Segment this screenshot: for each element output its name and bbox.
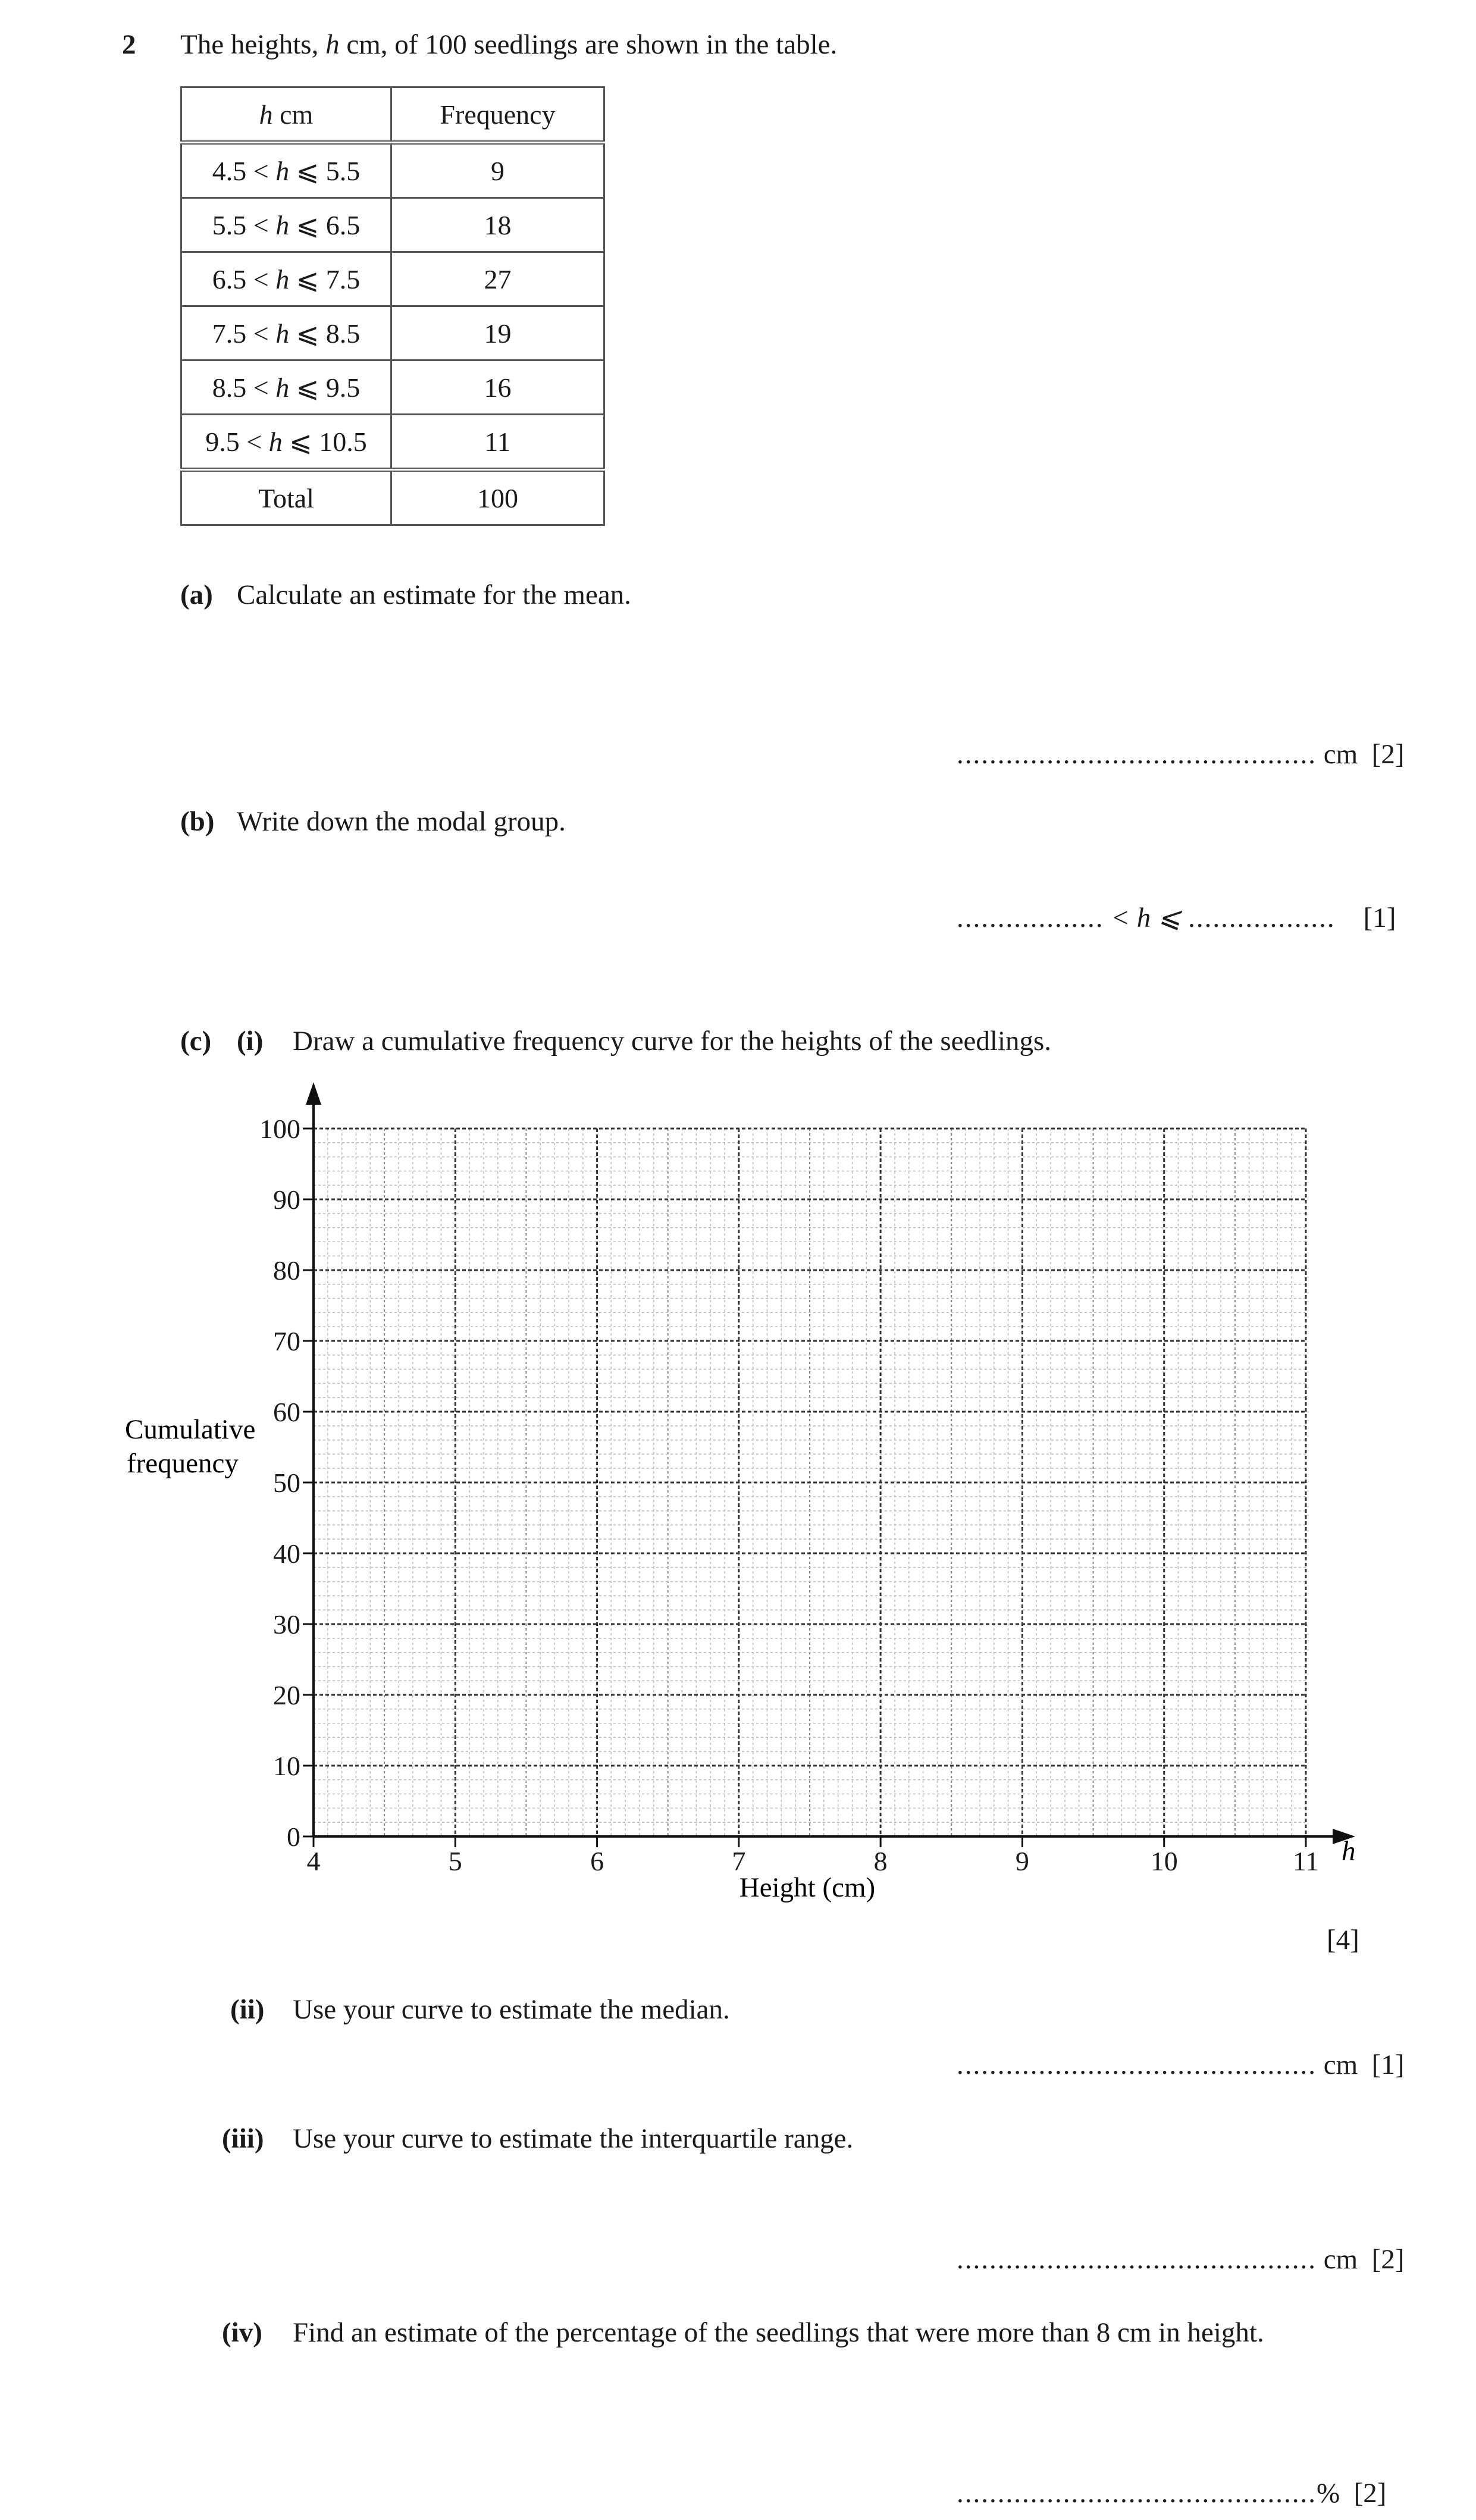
class-interval: 4.5 < h ⩽ 5.5: [181, 143, 391, 198]
part-c-i-text: Draw a cumulative frequency curve for the heights of the seedlings.: [293, 1026, 1052, 1057]
x-tick-label: 5: [448, 1846, 462, 1876]
part-c-ii-answer-line[interactable]: ............................................ cm [1]: [957, 2049, 1405, 2080]
x-tick-label: 9: [1015, 1846, 1029, 1876]
part-b-answer-line[interactable]: .................. < h ⩽ .................. [1]: [957, 902, 1396, 933]
x-axis-variable: h: [1342, 1836, 1356, 1867]
x-axis-label: Height (cm): [739, 1872, 876, 1903]
part-b-label: (b): [180, 806, 215, 837]
part-c-label: (c): [180, 1026, 212, 1057]
question-number: 2: [122, 29, 136, 60]
part-c-iii-answer-line[interactable]: ............................................ cm [2]: [957, 2244, 1405, 2275]
frequency-value: 16: [391, 361, 604, 415]
part-a-text: Calculate an estimate for the mean.: [237, 579, 631, 610]
total-value: 100: [391, 470, 604, 525]
modal-lower-dots: ..................: [957, 902, 1104, 933]
y-tick-label: 10: [273, 1751, 300, 1781]
x-tick-label: 11: [1292, 1846, 1320, 1876]
modal-upper-dots: ..................: [1188, 902, 1336, 933]
header-frequency: Frequency: [391, 87, 604, 143]
part-b-text: Write down the modal group.: [237, 806, 566, 837]
part-c-iv-answer-line[interactable]: ............................................% [2]: [957, 2478, 1387, 2509]
class-interval: 8.5 < h ⩽ 9.5: [181, 361, 391, 415]
x-tick-label: 4: [306, 1846, 321, 1876]
y-tick-label: 90: [273, 1184, 300, 1215]
y-tick-label: 40: [273, 1538, 300, 1569]
y-tick-label: 20: [273, 1680, 300, 1710]
y-axis-arrow: [306, 1082, 321, 1105]
x-tick-label: 8: [873, 1846, 888, 1876]
x-tick-label: 6: [590, 1846, 604, 1876]
frequency-value: 18: [391, 198, 604, 252]
x-tick-label: 7: [732, 1846, 746, 1876]
intro-var: h: [325, 29, 340, 60]
part-a-label: (a): [180, 579, 213, 610]
y-tick-label: 100: [259, 1114, 300, 1144]
total-label: Total: [181, 470, 391, 525]
frequency-value: 19: [391, 306, 604, 361]
frequency-value: 9: [391, 143, 604, 198]
intro-after: cm, of 100 seedlings are shown in the table.: [339, 29, 838, 60]
part-c-ii-label: (ii): [230, 1994, 265, 2025]
y-tick-label: 30: [273, 1609, 300, 1640]
frequency-value: 11: [391, 415, 604, 470]
part-c-iv-label: (iv): [222, 2317, 262, 2348]
y-tick-label: 80: [273, 1255, 300, 1286]
part-c-i-marks: [4]: [1327, 1925, 1359, 1955]
class-interval: 6.5 < h ⩽ 7.5: [181, 252, 391, 306]
x-tick-label: 10: [1150, 1846, 1178, 1876]
class-interval: 7.5 < h ⩽ 8.5: [181, 306, 391, 361]
part-c-iii-label: (iii): [222, 2123, 264, 2154]
y-tick-label: 60: [273, 1397, 300, 1427]
class-interval: 9.5 < h ⩽ 10.5: [181, 415, 391, 470]
y-tick-label: 50: [273, 1468, 300, 1498]
part-c-i-label: (i): [237, 1026, 264, 1057]
part-c-iv-text: Find an estimate of the percentage of the seedlings that were more than 8 cm in height.: [293, 2317, 1264, 2348]
header-height: h cm: [181, 87, 391, 143]
part-c-ii-text: Use your curve to estimate the median.: [293, 1994, 730, 2025]
part-c-iii-text: Use your curve to estimate the interquartile range.: [293, 2123, 854, 2154]
y-tick-label: 70: [273, 1326, 300, 1356]
y-axis-label-line2: frequency: [127, 1448, 239, 1479]
y-tick-label: 0: [287, 1822, 300, 1852]
axes: [303, 1082, 1355, 1847]
class-interval: 5.5 < h ⩽ 6.5: [181, 198, 391, 252]
intro-before: The heights,: [180, 29, 326, 60]
y-axis-label-line1: Cumulative: [125, 1414, 256, 1445]
part-a-answer-line[interactable]: ............................................ cm [2]: [957, 739, 1405, 770]
frequency-value: 27: [391, 252, 604, 306]
y-tick-labels: [259, 1114, 300, 1852]
